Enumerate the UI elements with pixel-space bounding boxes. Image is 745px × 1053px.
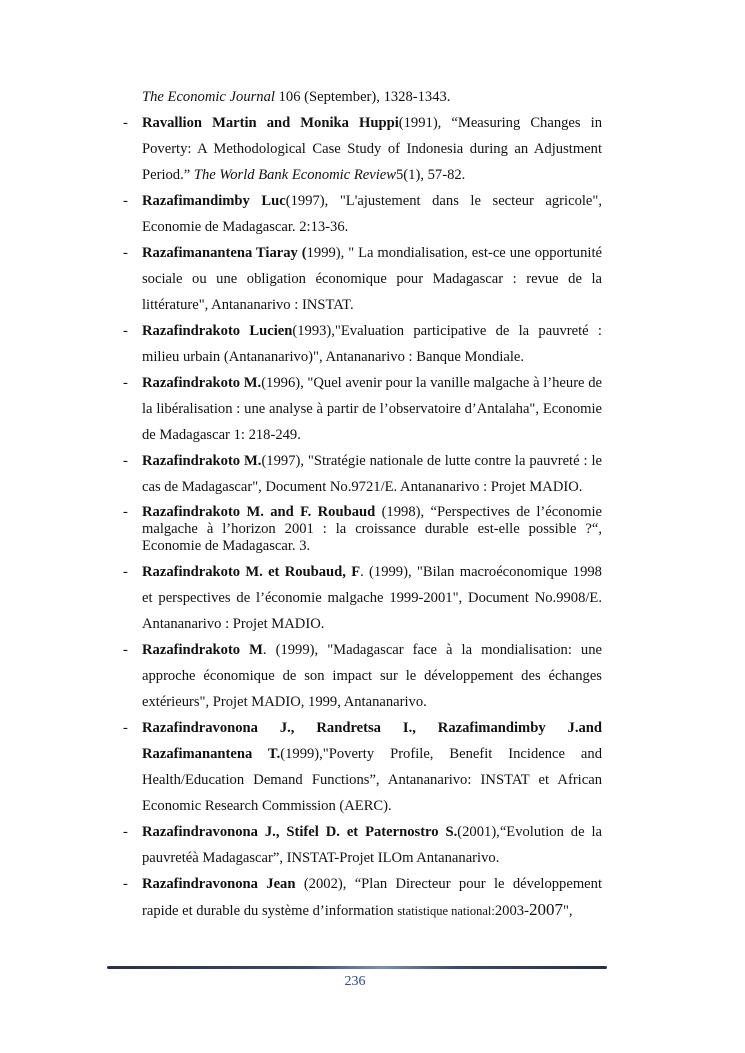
bullet-dash: - xyxy=(123,824,128,840)
reference-journal: The Economic Journal xyxy=(142,89,275,105)
reference-text: 2007 xyxy=(528,900,563,919)
reference-authors: Razafindrakoto M xyxy=(142,642,263,658)
reference-authors: Razafindrakoto M. and F. Roubaud xyxy=(142,504,376,520)
reference-journal: The World Bank Economic Review xyxy=(193,167,396,183)
reference-entry xyxy=(123,504,602,555)
bullet-dash: - xyxy=(123,642,128,658)
reference-authors: Razafimandimby Luc xyxy=(142,193,286,209)
reference-text: (1991), “Measuring Changes in Poverty: A Methodological Case Study of Indonesia during an Adjustment Period.” xyxy=(142,115,602,183)
reference-text: (1998), “Perspectives de l’économie malgache à l’horizon 2001 : la croissance durable est-elle possible ?“, Economie de Madagascar. 3. xyxy=(142,504,602,554)
reference-continuation xyxy=(142,84,602,110)
reference-entry xyxy=(123,819,603,871)
reference-entry xyxy=(123,637,602,715)
reference-entry xyxy=(123,110,602,188)
reference-entry xyxy=(123,370,602,448)
bullet-dash: - xyxy=(123,453,128,469)
reference-entry xyxy=(123,715,602,819)
reference-authors: Razafindravonona J., Randretsa I., Razafimandimby J.and Razafimanantena T. xyxy=(142,720,602,762)
reference-authors: Razafindrakoto M. et Roubaud, F xyxy=(142,564,361,580)
reference-text: (2001),“Evolution de la pauvretéà Madagascar”, INSTAT-Projet ILOm Antananarivo. xyxy=(142,824,603,866)
bullet-dash: - xyxy=(123,504,128,520)
footer-rule xyxy=(107,966,607,969)
bullet-dash: - xyxy=(123,564,128,580)
reference-authors: Razafindravonona J., Stifel D. et Paternostro S. xyxy=(142,824,458,840)
page-number: 236 xyxy=(344,974,366,989)
reference-entry xyxy=(123,559,602,637)
reference-authors: Razafimanantena Tiaray ( xyxy=(142,245,307,261)
reference-text: . (1999), "Madagascar face à la mondialisation: une approche économique de son impact sur le développement des échanges extérieurs", Projet MADIO, 1999, Antananarivo. xyxy=(142,642,602,710)
reference-authors: Ravallion Martin and Monika Huppi xyxy=(142,115,399,131)
bullet-dash: - xyxy=(123,245,128,261)
bullet-dash: - xyxy=(123,876,128,892)
reference-authors: Razafindrakoto M. xyxy=(142,375,262,391)
reference-authors: Razafindravonona Jean xyxy=(142,876,296,892)
reference-text: ", xyxy=(562,903,573,919)
bullet-dash: - xyxy=(123,720,128,736)
bullet-dash: - xyxy=(123,115,128,131)
reference-text: (1997), "Stratégie nationale de lutte contre la pauvreté : le cas de Madagascar", Document No.9721/E. Antananarivo : Projet MADIO. xyxy=(142,453,602,495)
bullet-dash: - xyxy=(123,323,128,339)
reference-text: (1997), "L'ajustement dans le secteur agricole", Economie de Madagascar. 2:13-36. xyxy=(142,193,603,235)
reference-entry xyxy=(123,871,602,924)
reference-entry xyxy=(123,188,603,240)
bullet-dash: - xyxy=(123,193,128,209)
reference-text: 106 (September), 1328-1343. xyxy=(274,89,451,105)
reference-text: (1996), "Quel avenir pour la vanille malgache à l’heure de la libéralisation : une analyse à partir de l’observatoire d’Antalaha", Economie de Madagascar 1: 218-249. xyxy=(142,375,602,443)
reference-text: . (1999), "Bilan macroéconomique 1998 et perspectives de l’économie malgache 1999-2001", Document No.9908/E. Antananarivo : Projet MADIO. xyxy=(142,564,602,632)
reference-text: 5(1), 57-82. xyxy=(396,167,466,183)
reference-text: (1999),"Poverty Profile, Benefit Incidence and Health/Education Demand Functions”, Antananarivo: INSTAT et African Economic Research Commission (AERC). xyxy=(142,746,602,814)
reference-entry xyxy=(123,448,602,500)
reference-entry xyxy=(123,318,602,370)
reference-entry xyxy=(123,240,602,318)
bullet-dash: - xyxy=(123,375,128,391)
reference-text: statistique national: xyxy=(397,904,495,918)
reference-authors: Razafindrakoto M. xyxy=(142,453,262,469)
reference-list xyxy=(123,84,603,924)
reference-text: (1993),"Evaluation participative de la pauvreté : milieu urbain (Antananarivo)", Antananarivo : Banque Mondiale. xyxy=(142,323,602,365)
reference-authors: Razafindrakoto Lucien xyxy=(142,323,293,339)
reference-text: (2002), “Plan Directeur pour le développement rapide et durable du système d’information xyxy=(142,876,602,919)
reference-text: 1999), " La mondialisation, est-ce une opportunité sociale ou une obligation économique pour Madagascar : revue de la littérature", Antananarivo : INSTAT. xyxy=(142,245,602,313)
reference-text: 2003- xyxy=(494,903,529,919)
